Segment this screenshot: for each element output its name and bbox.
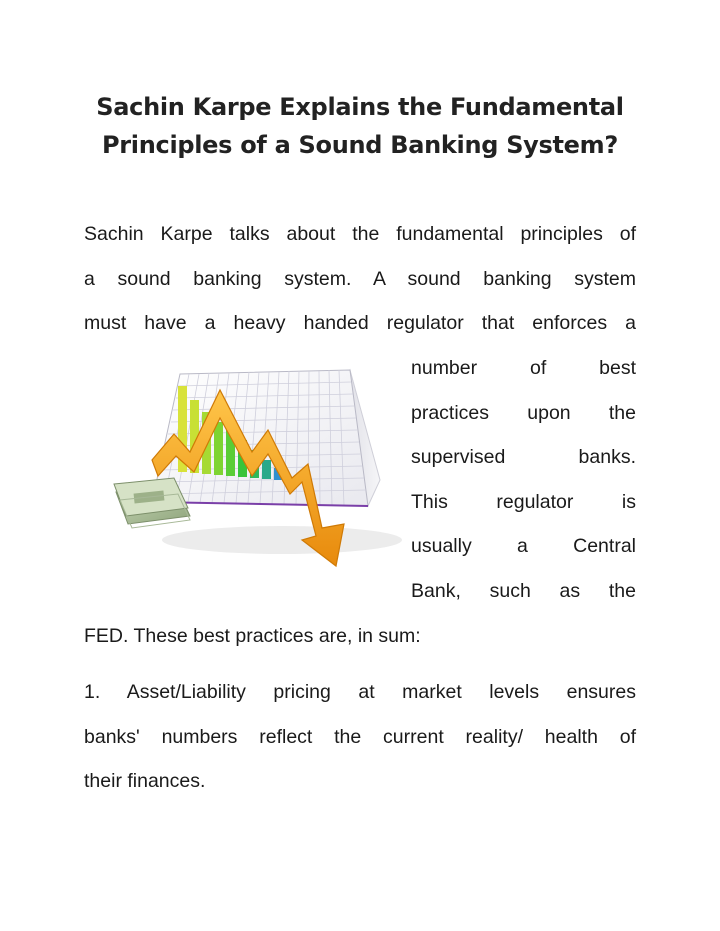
paragraph-1-line-2: a sound banking system. A sound banking system: [84, 267, 636, 290]
paragraph-1: [84, 212, 636, 346]
paragraph-1-wrapped-column: [411, 346, 636, 614]
wrapped-line-4: This regulator is: [411, 490, 636, 513]
wrapped-line-1: number of best: [411, 357, 636, 379]
falling-chart-with-money-icon: [112, 360, 402, 582]
wrapped-line-2: practices upon the: [411, 401, 636, 424]
page-title: [60, 88, 660, 164]
paragraph-2: [84, 670, 636, 804]
chart-illustration: [112, 360, 402, 582]
paragraph-2-line-2: banks' numbers reflect the current reality/ health of: [84, 725, 636, 748]
title-line-1: Sachin Karpe Explains the Fundamental: [96, 93, 624, 121]
title-line-2: Principles of a Sound Banking System?: [101, 131, 618, 159]
paragraph-1-line-3: must have a heavy handed regulator that enforces a: [84, 312, 636, 335]
paragraph-1-tail: FED. These best practices are, in sum:: [84, 625, 421, 647]
wrapped-line-3: supervised banks.: [411, 446, 636, 469]
paragraph-2-line-3: their finances.: [84, 770, 206, 793]
wrapped-line-5: usually a Central: [411, 535, 636, 558]
paragraph-2-line-1: 1. Asset/Liability pricing at market levels ensures: [84, 681, 636, 703]
wrapped-line-6: Bank, such as the: [411, 579, 636, 602]
board-shadow: [162, 526, 402, 554]
paragraph-1-line-1: Sachin Karpe talks about the fundamental principles of: [84, 223, 636, 245]
